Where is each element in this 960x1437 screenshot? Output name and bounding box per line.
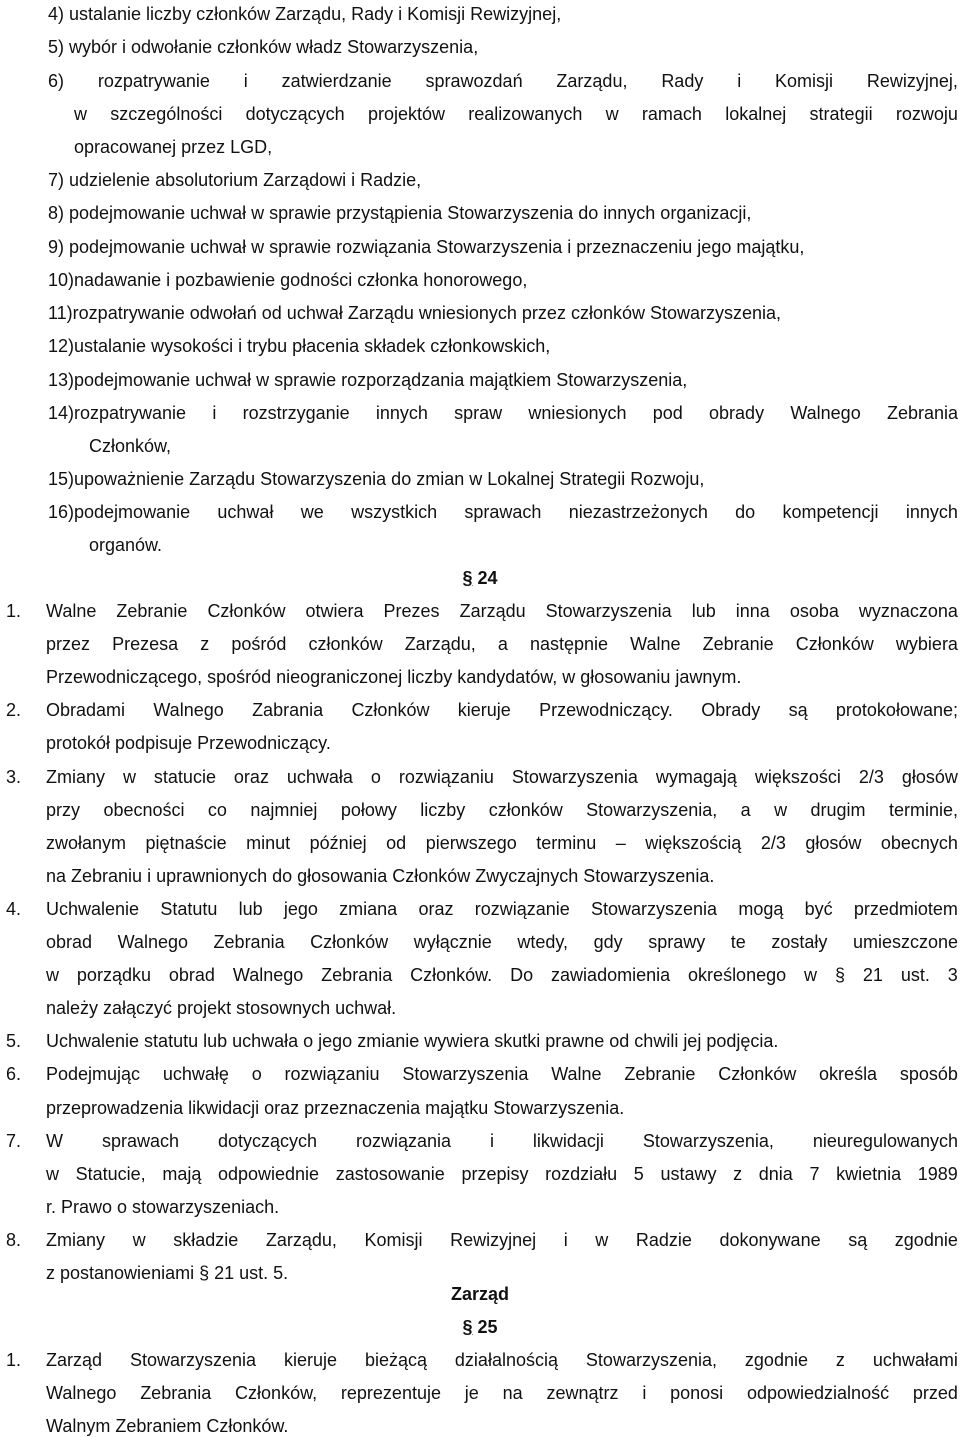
word: projektów [367, 104, 445, 124]
word: mogą [738, 898, 784, 919]
word: Zabrania [252, 700, 324, 721]
chapter-heading-zarzad: Zarząd [450, 1284, 510, 1304]
paragraph-line [46, 931, 958, 953]
word: Członków [207, 601, 286, 621]
list-item-continuation: Członków, [89, 436, 172, 456]
word: najmniej [250, 799, 318, 820]
word: Członków [310, 932, 389, 952]
word: te [730, 932, 746, 952]
paragraph-line [46, 1163, 958, 1185]
word: w [74, 104, 87, 124]
word: obrad [46, 932, 93, 952]
word: połowy [340, 799, 397, 820]
word: Do [510, 965, 534, 986]
word: sprawach [464, 502, 542, 522]
word: Stowarzyszenia [591, 898, 718, 919]
word: Zarządu, [556, 71, 628, 91]
word: ramach [641, 104, 702, 124]
word: Zebrania [886, 403, 958, 423]
word: zgodnie [894, 1229, 958, 1250]
word: obrad [168, 965, 215, 986]
paragraph-line: Przewodniczącego, spośród nieograniczonej liczby kandydatów, w głosowaniu jawnym. [46, 667, 742, 688]
word: wyłącznie [413, 932, 492, 952]
word: a [740, 799, 751, 820]
word: zmiana [339, 898, 398, 919]
word: określonego [688, 965, 787, 986]
list-item: 13)podejmowanie uchwał w sprawie rozporządzania majątkiem Stowarzyszenia, [48, 370, 688, 390]
word: przedmiotem [853, 898, 958, 919]
word: Członków [795, 634, 874, 655]
word: Członków, [235, 1383, 318, 1403]
word: Rady [661, 71, 704, 91]
word: być [804, 898, 833, 919]
word: w [804, 965, 818, 986]
paragraph-line: z postanowieniami § 21 ust. 5. [46, 1263, 289, 1283]
word: członków [488, 799, 563, 820]
word: obecności [103, 799, 185, 820]
word: wyznaczona [858, 601, 958, 621]
word: w [132, 1229, 146, 1250]
word: w [595, 1229, 609, 1250]
paragraph-line [46, 898, 958, 920]
word: i [563, 1229, 568, 1250]
word: dotyczących [217, 1130, 317, 1151]
paragraph-line: na Zebraniu i uprawnionych do głosowania Członków Zwyczajnych Stowarzyszenia. [46, 865, 715, 886]
word: uchwałami [872, 1350, 958, 1370]
word: kieruje [283, 1350, 337, 1370]
word: Statucie, [75, 1163, 146, 1184]
paragraph-line: należy załączyć projekt stosownych uchwał. [46, 998, 397, 1019]
paragraph-line: Uchwalenie statutu lub uchwała o jego zmianie wywiera skutki prawne od chwili jej podjęcia. [46, 1031, 779, 1052]
paragraph-number: 8. [6, 1229, 22, 1250]
word: zgodnie [744, 1350, 808, 1370]
word: piętnaście [145, 832, 227, 853]
word: przez [46, 634, 91, 655]
word: dotyczących [245, 104, 345, 124]
list-item: 10)nadawanie i pozbawienie godności członka honorowego, [48, 270, 528, 290]
list-item-continuation: opracowanej przez LGD, [74, 137, 273, 157]
word: osoba [789, 601, 839, 621]
word: w [46, 1163, 59, 1184]
word: następnie [529, 634, 609, 655]
word: Stowarzyszenia, [585, 1350, 717, 1370]
word: Członków [718, 1064, 797, 1085]
word: sposób [899, 1064, 958, 1085]
paragraph-number: 5. [6, 1031, 22, 1052]
word: 2/3 [760, 832, 786, 853]
paragraph-number: 7. [6, 1130, 22, 1151]
word: innych [375, 403, 428, 423]
word: jego [283, 898, 318, 919]
word: głosów [901, 766, 958, 787]
section-number: 25 [477, 1317, 498, 1337]
word: Rewizyjnej, [866, 71, 958, 91]
word: Zebrania [321, 965, 393, 986]
word: z [200, 634, 210, 655]
word: strategii [809, 104, 873, 124]
paragraph-number: 1. [6, 1350, 22, 1370]
word: kompetencji [782, 502, 879, 522]
word: dokonywane [719, 1229, 821, 1250]
word: o [251, 1064, 262, 1085]
word: Członków [351, 700, 430, 721]
word: wymagają [655, 766, 737, 787]
word: zwołanym [46, 832, 127, 853]
word: Zmiany [46, 1229, 106, 1250]
word: rozwiązaniu [284, 1064, 380, 1085]
word: Walnego [232, 965, 304, 986]
list-item-continuation: organów. [89, 535, 163, 555]
section-sign: § [462, 568, 473, 588]
word: zatwierdzanie [281, 71, 392, 91]
word: lub [238, 898, 263, 919]
word: Walnego [153, 700, 224, 721]
word: 21 [862, 965, 883, 986]
word: § [834, 965, 845, 986]
paragraph-number: 4. [6, 898, 22, 919]
word: i [243, 71, 248, 91]
word: sprawozdań [425, 71, 523, 91]
word: zawiadomienia [551, 965, 671, 986]
word: odpowiednie [217, 1163, 320, 1184]
word: są [788, 700, 808, 721]
word: obrady [709, 403, 765, 423]
word: w [605, 104, 619, 124]
word: spraw [454, 403, 503, 423]
word: 6) [48, 71, 65, 91]
word: uchwałę [162, 1064, 229, 1085]
word: rozdziału [545, 1163, 618, 1184]
paragraph-line: przeprowadzenia likwidacji oraz przeznaczenia majątku Stowarzyszenia. [46, 1097, 625, 1118]
paragraph-line [46, 799, 958, 821]
word: Zebranie [702, 634, 774, 655]
word: Zebranie [624, 1064, 696, 1085]
word: nieuregulowanych [812, 1130, 958, 1151]
word: Obrady [701, 700, 761, 721]
word: działalnością [454, 1350, 558, 1370]
word: co [207, 799, 227, 820]
word: 2/3 [858, 766, 884, 787]
word: Zarządu, [265, 1229, 337, 1250]
word: w [46, 965, 59, 986]
word: składzie [173, 1229, 239, 1250]
paragraph-line [46, 1349, 958, 1371]
word: od [386, 832, 407, 853]
word: inna [735, 601, 770, 621]
paragraph-number: 2. [6, 700, 22, 721]
word: innych [905, 502, 958, 522]
word: Walne [630, 634, 681, 655]
word: a [497, 634, 508, 655]
list-item: 12)ustalanie wysokości i trybu płacenia składek członkowskich, [48, 336, 551, 356]
word: ustawy [660, 1163, 717, 1184]
word: ust. [900, 965, 930, 986]
word: Komisji [364, 1229, 423, 1250]
word: na [502, 1383, 523, 1403]
word: uchwała [286, 766, 353, 787]
word: 14)rozpatrywanie [48, 403, 187, 423]
word: Zebrania [140, 1383, 212, 1403]
word: zastosowanie [335, 1163, 445, 1184]
word: otwiera [305, 601, 364, 621]
word: 7 [809, 1163, 820, 1184]
word: sprawach [101, 1130, 179, 1151]
word: Stowarzyszenia [129, 1350, 257, 1370]
word: kieruje [457, 700, 511, 721]
word: Komisji [775, 71, 834, 91]
word: zostały [771, 932, 828, 952]
word: we [300, 502, 324, 522]
word: niezastrzeżonych [568, 502, 708, 522]
word: pierwszego [425, 832, 517, 853]
paragraph-line [46, 1382, 958, 1404]
paragraph-line [46, 1229, 958, 1251]
paragraph-line [46, 699, 958, 721]
word: realizowanych [468, 104, 583, 124]
list-item: 5) wybór i odwołanie członków władz Stowarzyszenia, [48, 37, 479, 57]
word: Podejmując [46, 1064, 141, 1085]
word: głosów [805, 832, 862, 853]
word: lub [691, 601, 716, 621]
word: Prezes [383, 601, 440, 621]
word: Stowarzyszenia [402, 1064, 529, 1085]
word: przy [46, 799, 81, 820]
word: wszystkich [351, 502, 438, 522]
word: terminie, [888, 799, 958, 820]
word: odpowiedzialność [746, 1383, 890, 1403]
word: wybiera [895, 634, 958, 655]
word: większością [645, 832, 742, 853]
word: Zmiany [46, 766, 106, 787]
word: rozwoju [895, 104, 958, 124]
word: drugim [810, 799, 866, 820]
word: Zarządu, [404, 634, 476, 655]
word: rozwiązania [355, 1130, 451, 1151]
word: większości [754, 766, 841, 787]
paragraph-line [46, 1063, 958, 1085]
word: Przewodniczący. [539, 700, 673, 721]
word: rozpatrywanie [97, 71, 210, 91]
word: rozwiązanie [474, 898, 570, 919]
word: minut [246, 832, 291, 853]
paragraph-line [46, 1130, 958, 1152]
paragraph-number: 1. [6, 601, 22, 621]
word: i [737, 71, 742, 91]
word: przed [912, 1383, 958, 1403]
word: protokołowane; [835, 700, 958, 721]
list-item [48, 402, 958, 424]
word: Walnego [790, 403, 861, 423]
paragraph-line [46, 633, 958, 655]
word: oraz [418, 898, 454, 919]
word: mają [162, 1163, 202, 1184]
word: pośród [231, 634, 287, 655]
word: Statutu [160, 898, 218, 919]
word: ponosi [670, 1383, 724, 1403]
word: sprawy [648, 932, 706, 952]
word: Zarząd [46, 1350, 103, 1370]
word: Uchwalenie [46, 898, 140, 919]
word: porządku [76, 965, 151, 986]
word: W [46, 1130, 63, 1151]
word: członków [308, 634, 383, 655]
word: bieżącą [364, 1350, 427, 1370]
word: obecnych [880, 832, 958, 853]
word: lokalnej [725, 104, 787, 124]
word: je [464, 1383, 479, 1403]
word: z [733, 1163, 743, 1184]
word: i [489, 1130, 494, 1151]
word: do [735, 502, 756, 522]
word: Prezesa [112, 634, 179, 655]
word: Walne [551, 1064, 602, 1085]
word: z [835, 1350, 845, 1370]
list-item: 8) podejmowanie uchwał w sprawie przystąpienia Stowarzyszenia do innych organizacji, [48, 203, 752, 223]
list-item: 15)upoważnienie Zarządu Stowarzyszenia do zmian w Lokalnej Strategii Rozwoju, [48, 469, 705, 489]
word: Członków. [410, 965, 493, 986]
word: 5 [633, 1163, 644, 1184]
word: liczby [420, 799, 466, 820]
list-item [48, 501, 958, 523]
word: kwietnia [836, 1163, 902, 1184]
word: w [122, 766, 136, 787]
word: szczególności [110, 104, 223, 124]
word: i [212, 403, 217, 423]
section-number: 24 [477, 568, 498, 588]
word: reprezentuje [340, 1383, 441, 1403]
section-sign: § [462, 1317, 473, 1337]
word: 16)podejmowanie [48, 502, 191, 522]
word: umieszczone [852, 932, 958, 952]
word: – [615, 832, 626, 853]
word: dnia [758, 1163, 793, 1184]
word: 3 [947, 965, 958, 986]
word: terminu [536, 832, 597, 853]
word: pod [652, 403, 683, 423]
word: Stowarzyszenia, [642, 1130, 774, 1151]
word: określa [819, 1064, 878, 1085]
paragraph-line [46, 964, 958, 986]
list-item [48, 70, 958, 92]
list-item-continuation [74, 103, 958, 125]
section-25-heading [0, 1316, 960, 1338]
paragraph-line [46, 832, 958, 854]
paragraph-line [46, 600, 958, 622]
word: wniesionych [528, 403, 627, 423]
word: zewnątrz [546, 1383, 619, 1403]
word: Stowarzyszenia, [586, 799, 718, 820]
paragraph-line [46, 766, 958, 788]
list-item: 9) podejmowanie uchwał w sprawie rozwiązania Stowarzyszenia i przeznaczeniu jego majątku, [48, 237, 805, 257]
paragraph-line: Walnym Zebraniem Członków. [46, 1416, 289, 1436]
word: likwidacji [532, 1130, 604, 1151]
word: i [642, 1383, 647, 1403]
paragraph-number: 6. [6, 1064, 22, 1085]
word: w [774, 799, 788, 820]
word: później [309, 832, 367, 853]
word: Obradami [46, 700, 126, 721]
word: Rewizyjnej [450, 1229, 537, 1250]
word: są [848, 1229, 868, 1250]
word: oraz [233, 766, 269, 787]
paragraph-number: 3. [6, 766, 22, 787]
word: Zarządu [459, 601, 526, 621]
word: Stowarzyszenia [545, 601, 672, 621]
paragraph-line: protokół podpisuje Przewodniczący. [46, 733, 331, 754]
word: Zebranie [116, 601, 188, 621]
word: Walnego [117, 932, 188, 952]
word: gdy [593, 932, 623, 952]
word: przepisy [461, 1163, 529, 1184]
word: statucie [153, 766, 216, 787]
list-item: 7) udzielenie absolutorium Zarządowi i Radzie, [48, 170, 422, 190]
word: rozwiązaniu [398, 766, 494, 787]
word: uchwał [217, 502, 274, 522]
word: wtedy, [517, 932, 569, 952]
word: Zebrania [213, 932, 285, 952]
list-item: 11)rozpatrywanie odwołań od uchwał Zarządu wniesionych przez członków Stowarzyszenia, [48, 303, 782, 323]
list-item: 4) ustalanie liczby członków Zarządu, Rady i Komisji Rewizyjnej, [48, 4, 562, 24]
section-24-heading [0, 567, 960, 589]
word: Walne [46, 601, 97, 621]
word: Walnego [46, 1383, 117, 1403]
word: rozstrzyganie [242, 403, 350, 423]
word: Stowarzyszenia [511, 766, 638, 787]
word: 1989 [917, 1163, 958, 1184]
word: o [370, 766, 381, 787]
paragraph-line: r. Prawo o stowarzyszeniach. [46, 1196, 280, 1217]
word: Radzie [635, 1229, 692, 1250]
